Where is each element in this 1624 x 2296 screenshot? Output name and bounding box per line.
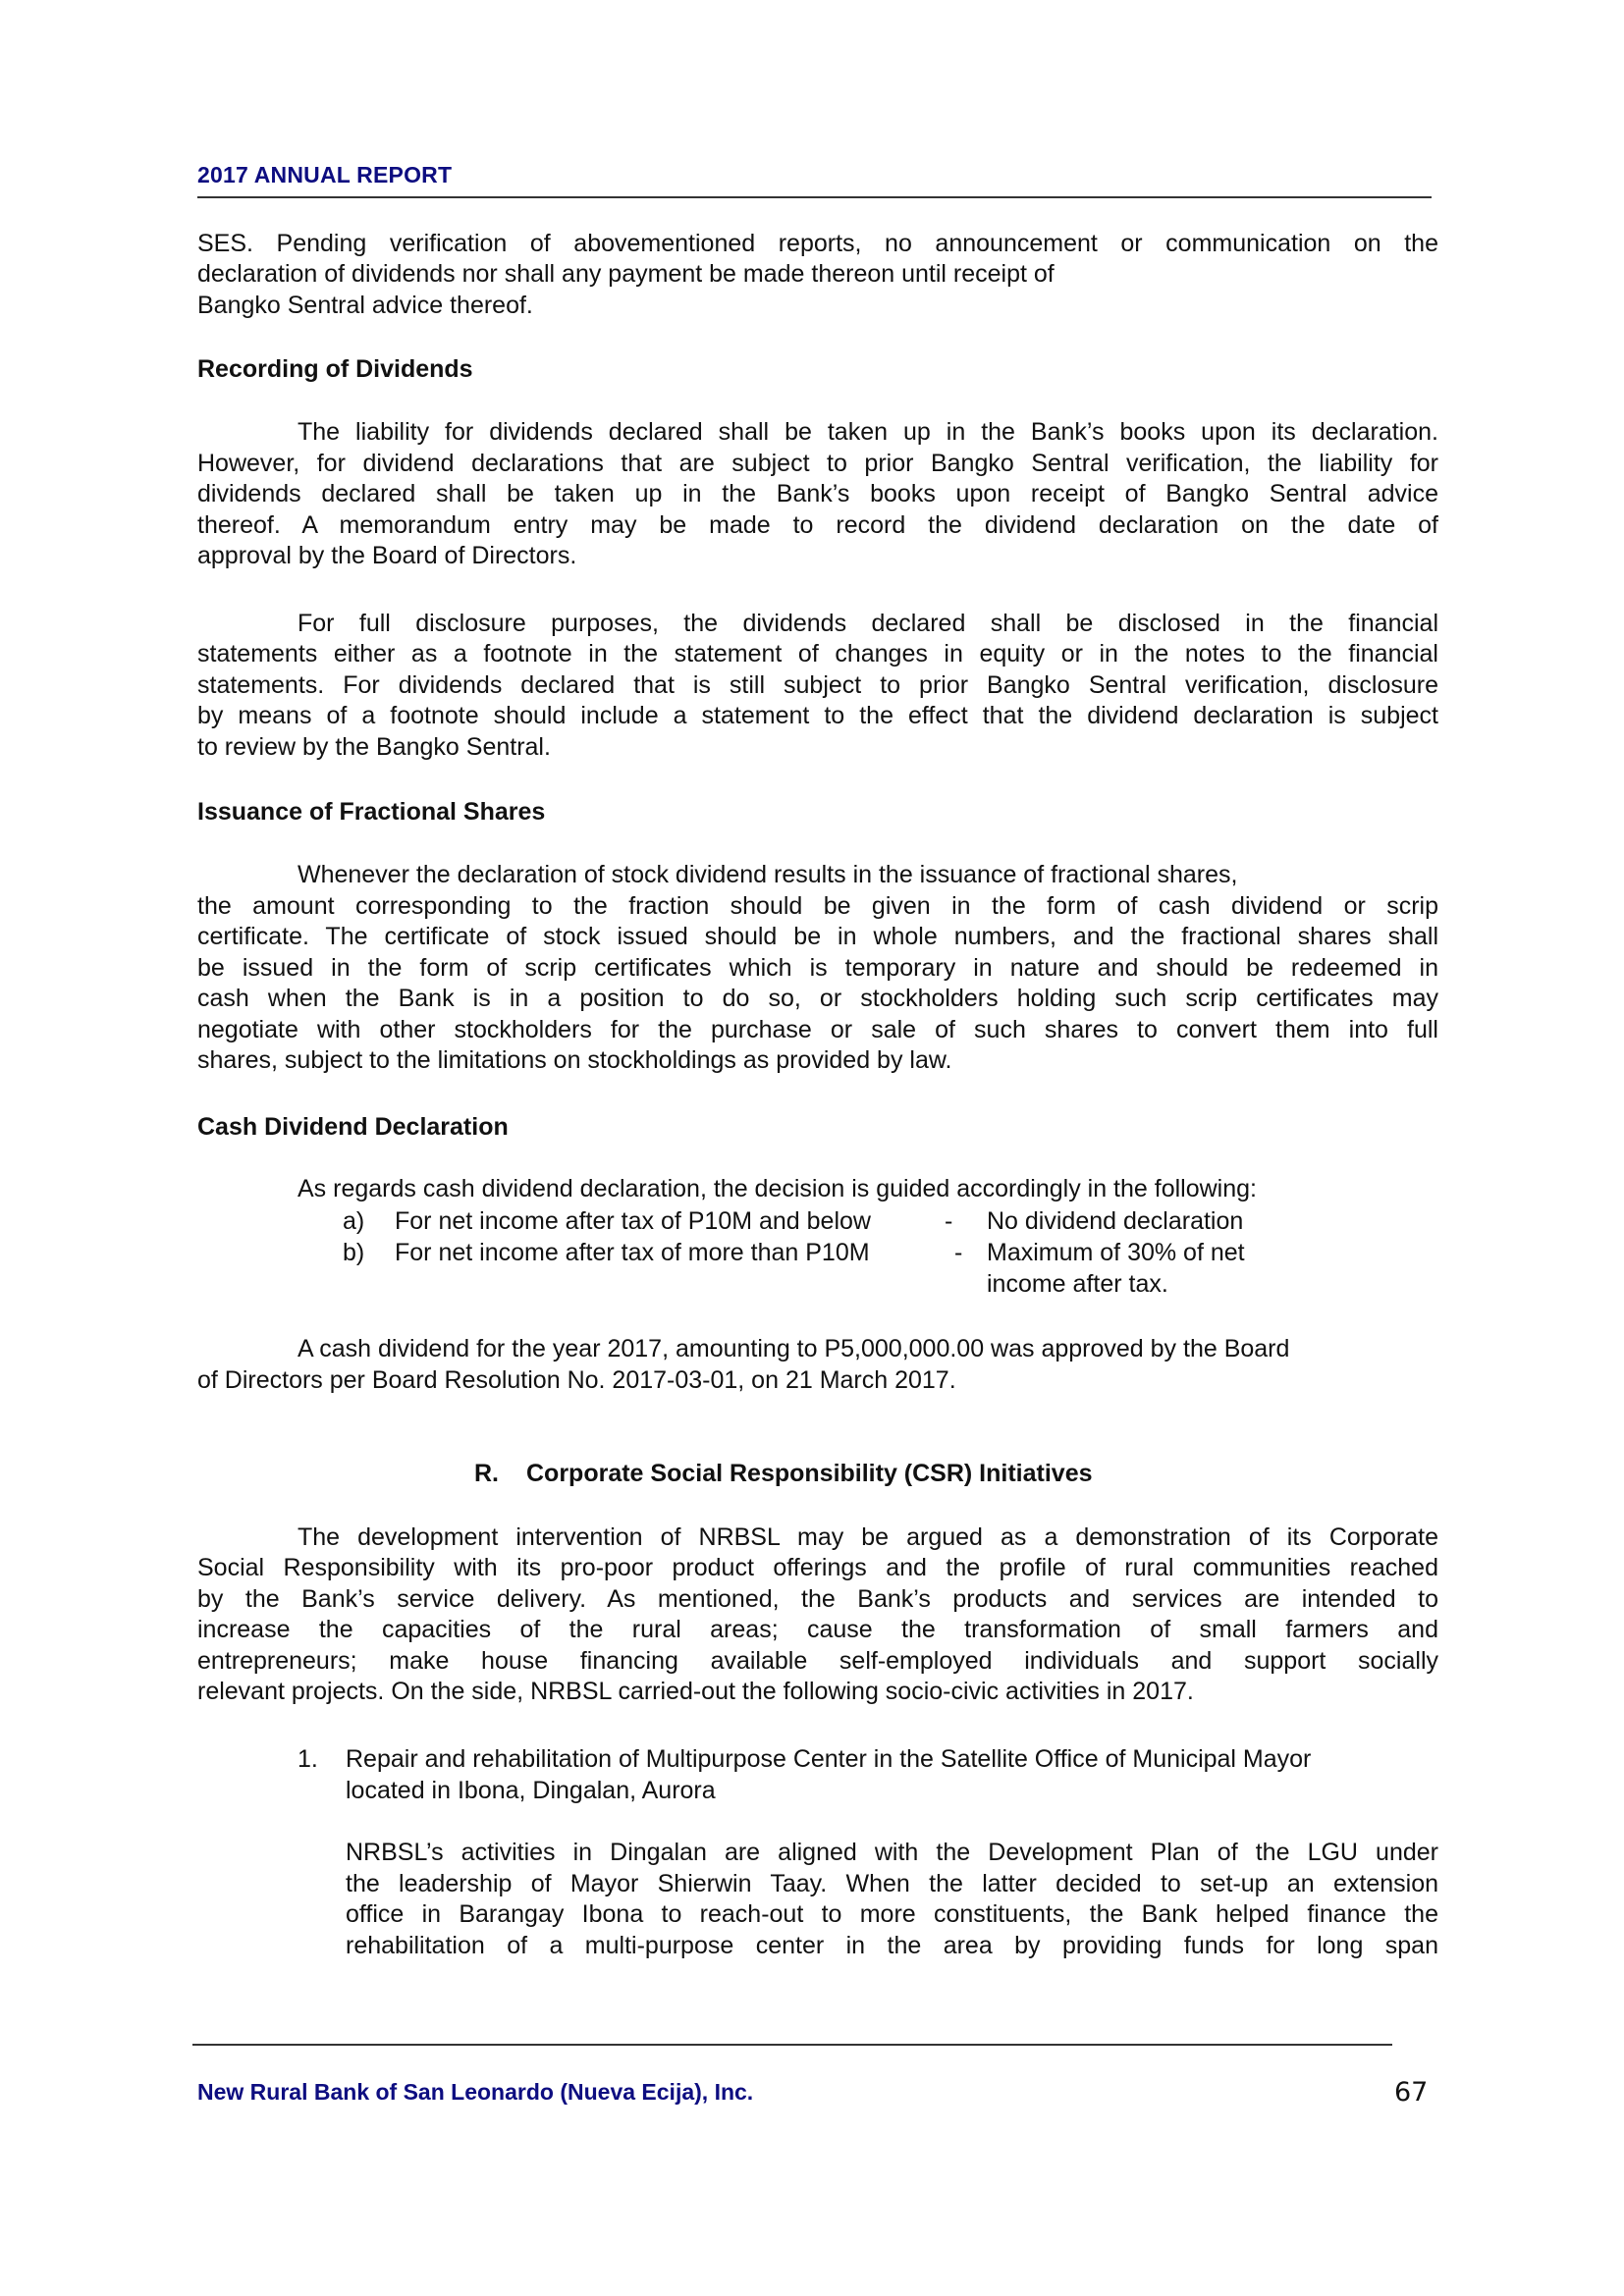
list-marker: b)	[343, 1239, 365, 1266]
body-line: For full disclosure purposes, the dividends declared shall be disclosed in the financial	[298, 610, 1438, 637]
body-line: SES. Pending verification of abovementioned reports, no announcement or communication on the	[197, 230, 1438, 257]
body-line: Social Responsibility with its pro-poor product offerings and the profile of rural communities reached	[197, 1554, 1438, 1581]
rule-result: Maximum of 30% of net	[987, 1239, 1245, 1266]
body-line: office in Barangay Ibona to reach-out to more constituents, the Bank helped finance the	[346, 1900, 1438, 1928]
body-line: dividends declared shall be taken up in the Bank’s books upon receipt of Bangko Sentral advice	[197, 480, 1438, 507]
footer-divider	[192, 2044, 1392, 2046]
rule-dash: -	[954, 1239, 963, 1266]
activity-title: Repair and rehabilitation of Multipurpose Center in the Satellite Office of Municipal Mayor	[346, 1745, 1312, 1773]
activity-title: located in Ibona, Dingalan, Aurora	[346, 1777, 716, 1804]
body-line: statements. For dividends declared that is still subject to prior Bangko Sentral verification, disclosure	[197, 671, 1438, 699]
body-line: NRBSL’s activities in Dingalan are aligned with the Development Plan of the LGU under	[346, 1839, 1438, 1866]
body-line: Bangko Sentral advice thereof.	[197, 292, 533, 319]
body-line: declaration of dividends nor shall any payment be made thereon until receipt of	[197, 260, 1055, 288]
section-heading-cash-dividend: Cash Dividend Declaration	[197, 1113, 509, 1141]
body-line: of Directors per Board Resolution No. 2017-03-01, on 21 March 2017.	[197, 1366, 956, 1394]
body-line: A cash dividend for the year 2017, amounting to P5,000,000.00 was approved by the Board	[298, 1335, 1290, 1362]
section-heading-fractional: Issuance of Fractional Shares	[197, 798, 546, 826]
rule-result: No dividend declaration	[987, 1207, 1244, 1235]
list-marker: 1.	[298, 1745, 318, 1773]
body-line: statements either as a footnote in the statement of changes in equity or in the notes to the financial	[197, 640, 1438, 667]
body-line: to review by the Bangko Sentral.	[197, 733, 551, 761]
list-marker: a)	[343, 1207, 365, 1235]
rule-result: income after tax.	[987, 1270, 1168, 1298]
body-line: relevant projects. On the side, NRBSL carried-out the following socio-civic activities in 2017.	[197, 1678, 1194, 1705]
rule-dash: -	[945, 1207, 953, 1235]
body-line: by the Bank’s service delivery. As mentioned, the Bank’s products and services are intended to	[197, 1585, 1438, 1613]
body-line: increase the capacities of the rural areas; cause the transformation of small farmers and	[197, 1616, 1438, 1643]
footer-organization-name: New Rural Bank of San Leonardo (Nueva Ecija), Inc.	[197, 2079, 754, 2105]
page-number: 67	[1394, 2077, 1429, 2108]
rule-condition: For net income after tax of P10M and below	[395, 1207, 871, 1235]
body-line: shares, subject to the limitations on stockholdings as provided by law.	[197, 1046, 952, 1074]
body-line: negotiate with other stockholders for the purchase or sale of such shares to convert them into full	[197, 1016, 1438, 1043]
body-line: The liability for dividends declared shall be taken up in the Bank’s books upon its declaration.	[298, 418, 1438, 446]
body-line: the amount corresponding to the fraction should be given in the form of cash dividend or scrip	[197, 892, 1438, 920]
section-heading-recording: Recording of Dividends	[197, 355, 473, 383]
body-line: However, for dividend declarations that are subject to prior Bangko Sentral verification, the liability for	[197, 450, 1438, 477]
body-line: The development intervention of NRBSL may be argued as a demonstration of its Corporate	[298, 1523, 1438, 1551]
header-divider	[197, 196, 1432, 198]
body-line: thereof. A memorandum entry may be made to record the dividend declaration on the date of	[197, 511, 1438, 539]
section-heading-csr: Corporate Social Responsibility (CSR) Initiatives	[526, 1460, 1093, 1487]
section-letter: R.	[474, 1460, 499, 1487]
body-line: by means of a footnote should include a statement to the effect that the dividend declaration is subject	[197, 702, 1438, 729]
report-header-title: 2017 ANNUAL REPORT	[197, 162, 453, 187]
body-line: entrepreneurs; make house financing available self-employed individuals and support socially	[197, 1647, 1438, 1675]
body-line: certificate. The certificate of stock issued should be in whole numbers, and the fractional shares shall	[197, 923, 1438, 950]
body-line: the leadership of Mayor Shierwin Taay. When the latter decided to set-up an extension	[346, 1870, 1438, 1897]
body-line: As regards cash dividend declaration, the decision is guided accordingly in the following:	[298, 1175, 1257, 1202]
body-line: approval by the Board of Directors.	[197, 542, 577, 569]
body-line: Whenever the declaration of stock dividend results in the issuance of fractional shares,	[298, 861, 1238, 888]
body-line: be issued in the form of scrip certificates which is temporary in nature and should be redeemed in	[197, 954, 1438, 982]
body-line: rehabilitation of a multi-purpose center in the area by providing funds for long span	[346, 1932, 1438, 1959]
rule-condition: For net income after tax of more than P10M	[395, 1239, 870, 1266]
body-line: cash when the Bank is in a position to do so, or stockholders holding such scrip certificates may	[197, 985, 1438, 1012]
